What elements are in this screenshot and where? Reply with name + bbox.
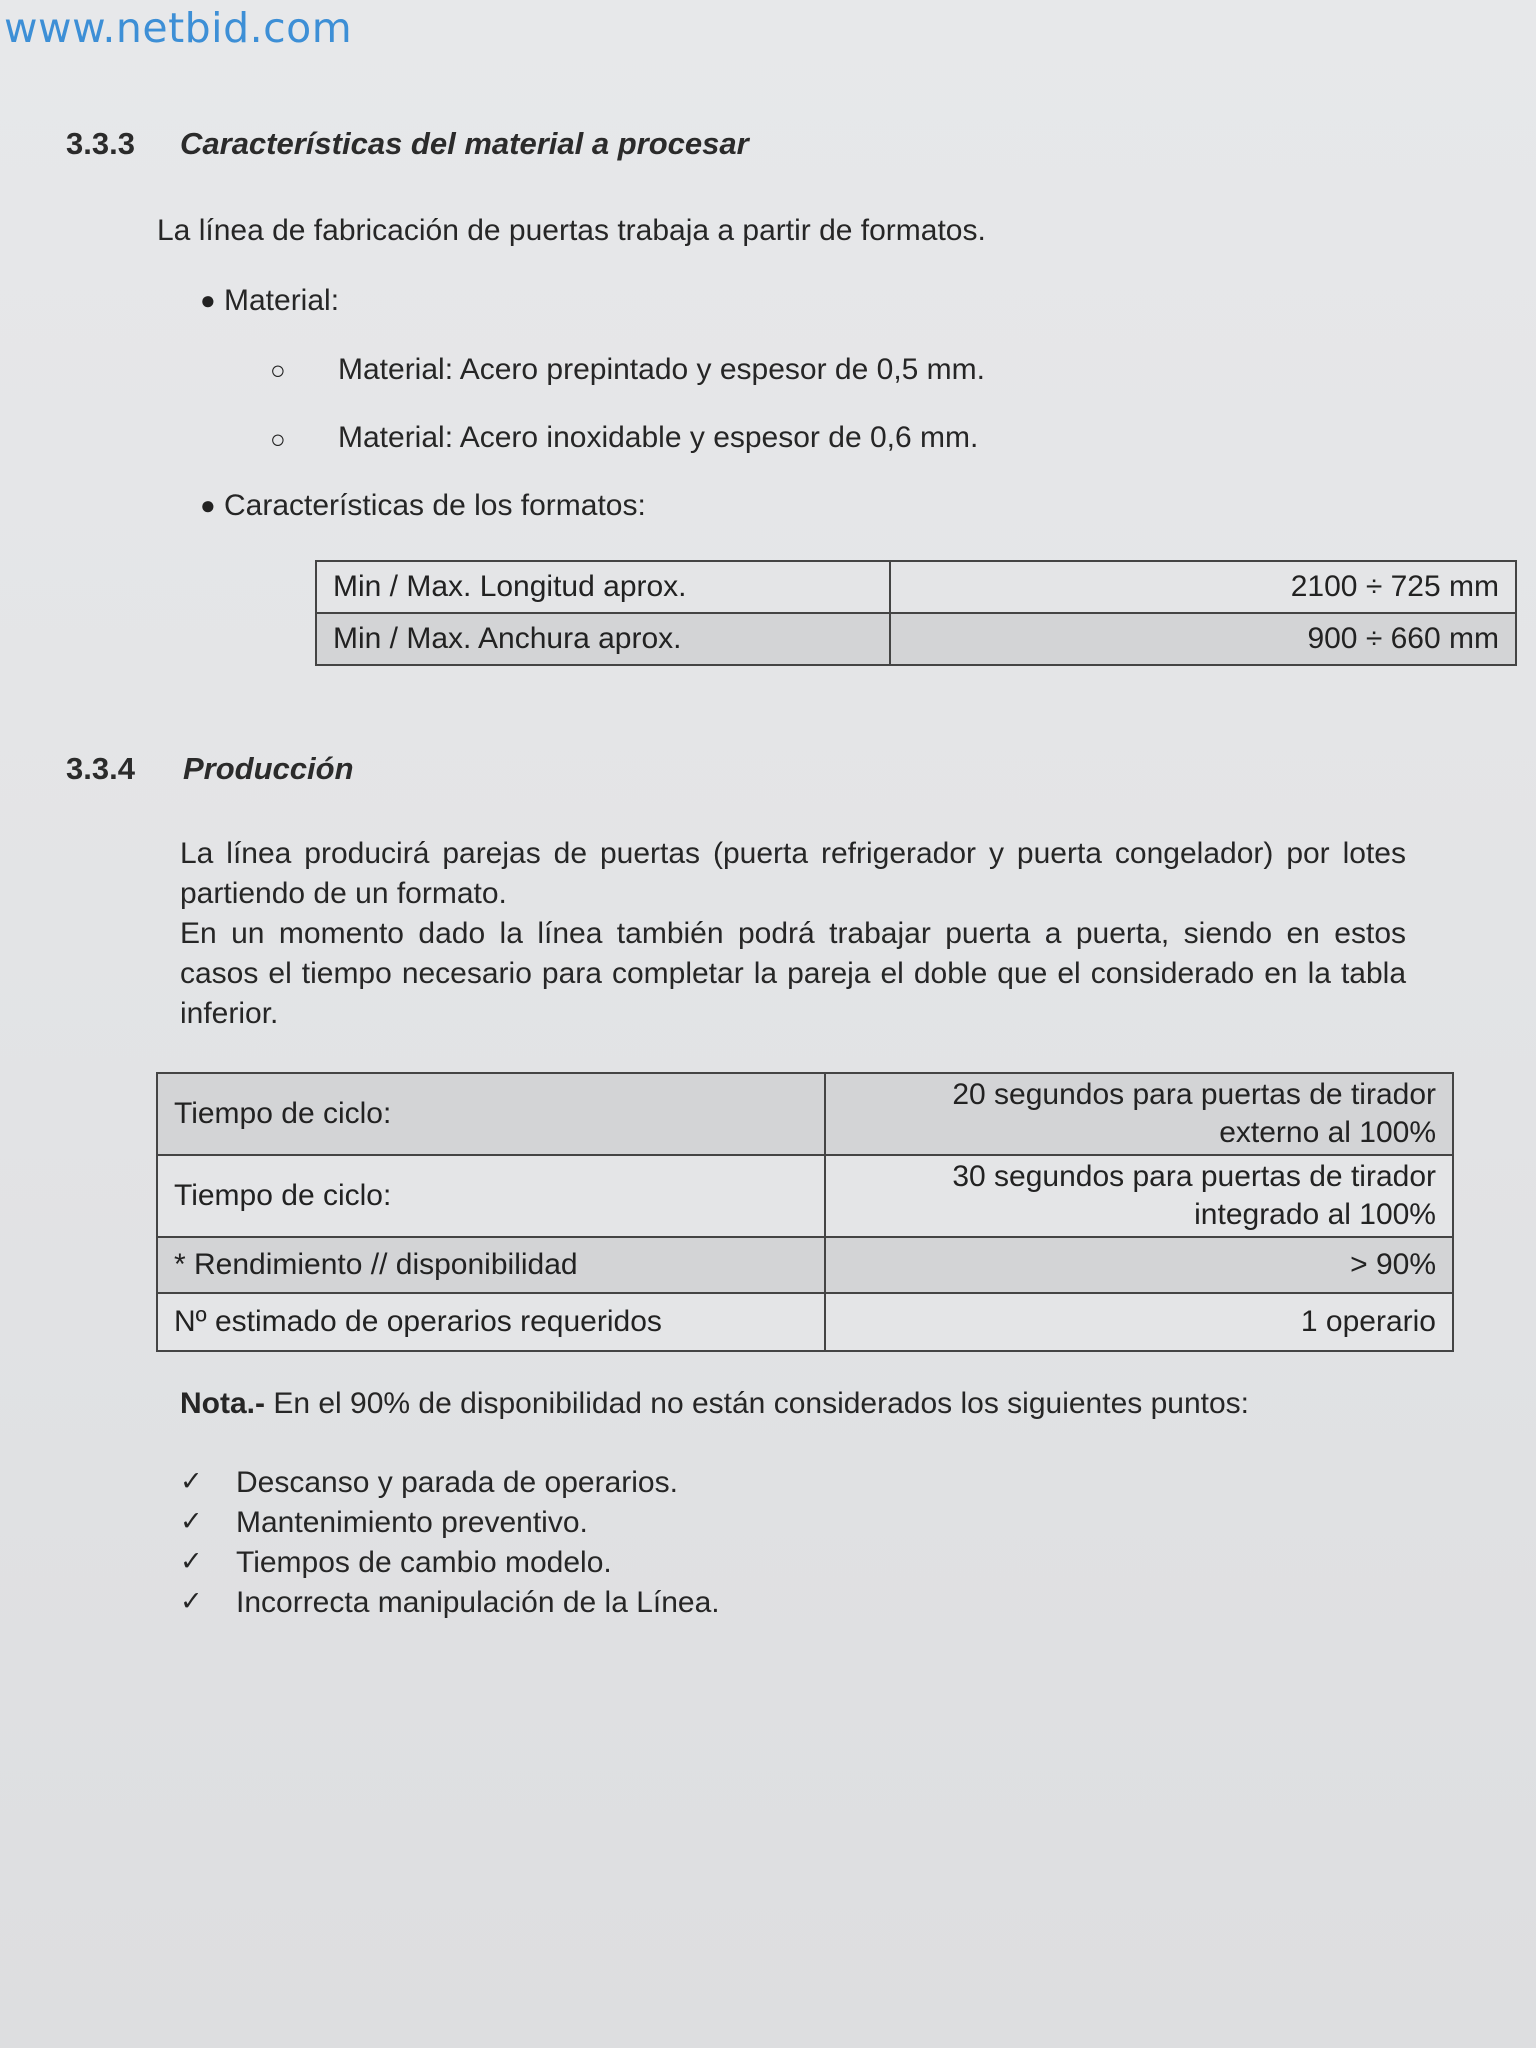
- nota-text: En el 90% de disponibilidad no están considerados los siguientes puntos:: [273, 1387, 1250, 1420]
- table-cell-value: 2100 ÷ 725 mm: [890, 561, 1516, 613]
- checklist-item: [180, 1506, 980, 1546]
- table-row: [157, 1073, 1453, 1155]
- material-item: Material: Acero prepintado y espesor de 0,5 mm.: [338, 353, 985, 386]
- section-intro: La línea de fabricación de puertas trabaja a partir de formatos.: [157, 214, 986, 247]
- material-item: Material: Acero inoxidable y espesor de 0,6 mm.: [338, 421, 979, 454]
- formatos-table: [315, 560, 1517, 666]
- table-cell-value: > 90%: [825, 1237, 1453, 1293]
- table-cell-label: Min / Max. Anchura aprox.: [316, 613, 890, 665]
- table-cell-value: 900 ÷ 660 mm: [890, 613, 1516, 665]
- section-number: 3.3.4: [66, 751, 135, 786]
- paragraph: En un momento dado la línea también podrá trabajar puerta a puerta, siendo en estos casos el tiempo necesario para completar la pareja el doble que el considerado en la tabla inferior.: [180, 917, 1406, 1030]
- checkmark-icon: ✓: [180, 1466, 203, 1497]
- value-line: integrado al 100%: [1194, 1198, 1436, 1231]
- table-cell-value: [825, 1155, 1453, 1237]
- checkmark-icon: ✓: [180, 1506, 203, 1537]
- checklist-item-label: Descanso y parada de operarios.: [236, 1466, 678, 1499]
- checklist-item: [180, 1586, 980, 1626]
- checklist-item-label: Incorrecta manipulación de la Línea.: [236, 1586, 720, 1619]
- checkmark-icon: ✓: [180, 1586, 203, 1617]
- checklist-item: [180, 1466, 980, 1506]
- table-cell-label: * Rendimiento // disponibilidad: [157, 1237, 825, 1293]
- nota-paragraph: [180, 1384, 1406, 1424]
- section-heading-333: [66, 126, 866, 166]
- bullet-formatos-label: Características de los formatos:: [224, 489, 646, 522]
- table-row: [157, 1237, 1453, 1293]
- table-cell-label: Nº estimado de operarios requeridos: [157, 1293, 825, 1351]
- value-line: externo al 100%: [1219, 1116, 1436, 1149]
- checklist-item-label: Mantenimiento preventivo.: [236, 1506, 588, 1539]
- value-line: 30 segundos para puertas de tirador: [952, 1160, 1436, 1193]
- section-heading-334: [66, 751, 666, 791]
- hollow-circle-icon: ○: [270, 355, 286, 385]
- section-title: Producción: [183, 751, 354, 786]
- table-cell-label: Min / Max. Longitud aprox.: [316, 561, 890, 613]
- table-cell-label: Tiempo de ciclo:: [157, 1073, 825, 1155]
- watermark-url: www.netbid.com: [4, 4, 353, 52]
- nota-block: [180, 1384, 1406, 1424]
- bullet-dot-icon: ●: [200, 490, 216, 520]
- production-description: [180, 834, 1406, 1034]
- table-row: [316, 613, 1516, 665]
- value-line: 20 segundos para puertas de tirador: [952, 1078, 1436, 1111]
- hollow-circle-icon: ○: [270, 424, 286, 454]
- table-row: [157, 1155, 1453, 1237]
- table-cell-value: 1 operario: [825, 1293, 1453, 1351]
- nota-label: Nota.-: [180, 1387, 265, 1420]
- checklist-item-label: Tiempos de cambio modelo.: [236, 1546, 612, 1579]
- table-row: [316, 561, 1516, 613]
- section-title: Características del material a procesar: [180, 126, 749, 161]
- production-table: [156, 1072, 1454, 1352]
- section-number: 3.3.3: [66, 126, 135, 161]
- paragraph: La línea producirá parejas de puertas (puerta refrigerador y puerta congelador) por lotes partiendo de un formato.: [180, 837, 1406, 910]
- bullet-material-label: Material:: [224, 284, 340, 317]
- checkmark-icon: ✓: [180, 1546, 203, 1577]
- table-cell-value: [825, 1073, 1453, 1155]
- table-row: [157, 1293, 1453, 1351]
- table-cell-label: Tiempo de ciclo:: [157, 1155, 825, 1237]
- checklist-item: [180, 1546, 980, 1586]
- bullet-dot-icon: ●: [200, 285, 216, 315]
